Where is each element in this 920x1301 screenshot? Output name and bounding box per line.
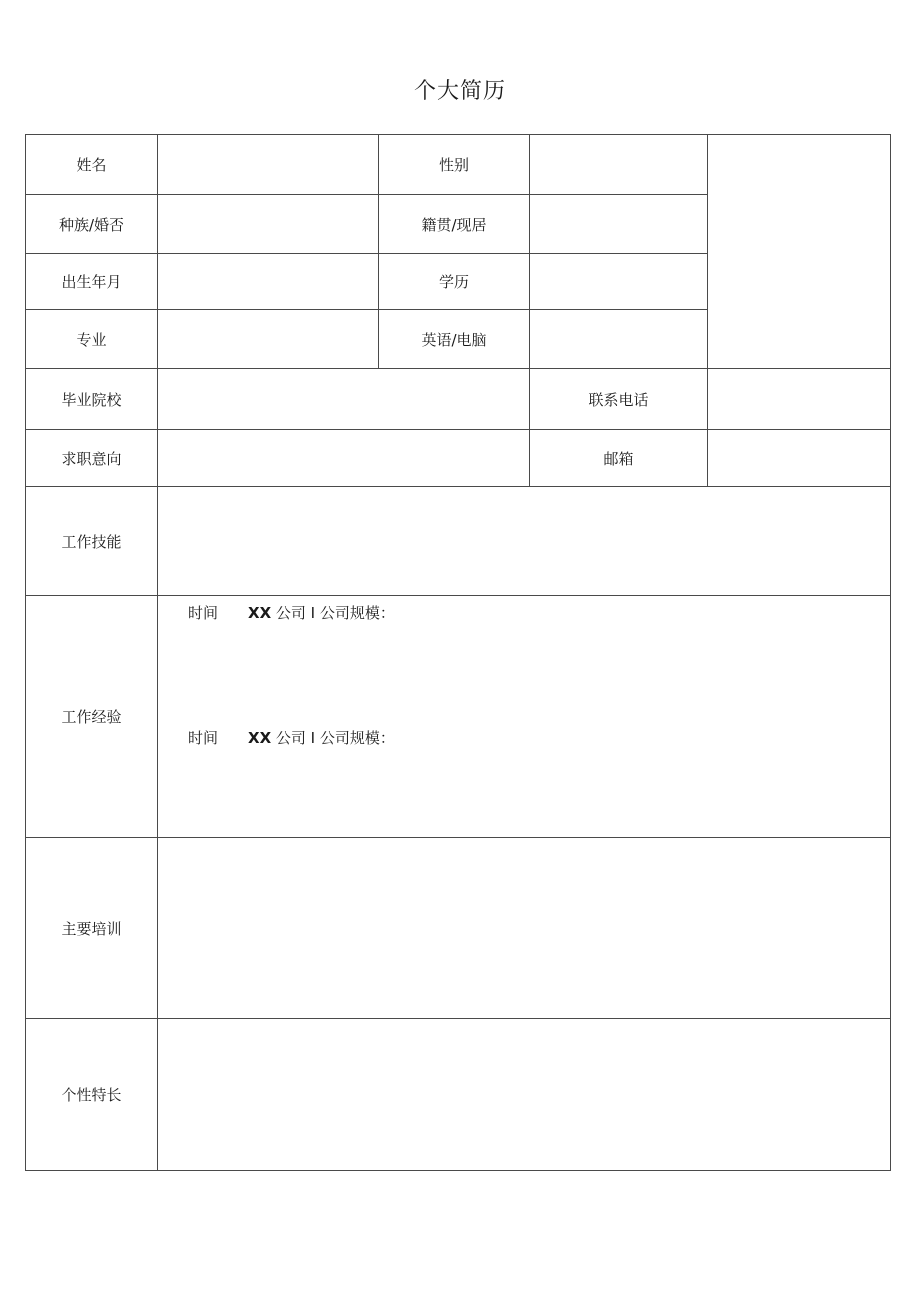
label-origin-residence: 籍贯/现居 bbox=[379, 195, 530, 254]
label-phone: 联系电话 bbox=[530, 369, 708, 430]
label-personality: 个性特长 bbox=[26, 1019, 158, 1171]
label-birth: 出生年月 bbox=[26, 254, 158, 310]
label-intent: 求职意向 bbox=[26, 430, 158, 487]
value-origin-residence[interactable] bbox=[530, 195, 708, 254]
experience-time: 时间 bbox=[187, 604, 218, 622]
label-skills: 工作技能 bbox=[26, 487, 158, 596]
value-training[interactable] bbox=[158, 838, 891, 1019]
value-intent[interactable] bbox=[158, 430, 530, 487]
value-major[interactable] bbox=[158, 310, 379, 369]
experience-company-prefix: XX bbox=[248, 729, 272, 747]
photo-box[interactable] bbox=[708, 135, 891, 369]
label-major: 专业 bbox=[26, 310, 158, 369]
value-education[interactable] bbox=[530, 254, 708, 310]
value-name[interactable] bbox=[158, 135, 379, 195]
value-ethnicity-marital[interactable] bbox=[158, 195, 379, 254]
value-english-computer[interactable] bbox=[530, 310, 708, 369]
value-gender[interactable] bbox=[530, 135, 708, 195]
label-training: 主要培训 bbox=[26, 838, 158, 1019]
value-phone[interactable] bbox=[708, 369, 891, 430]
label-school: 毕业院校 bbox=[26, 369, 158, 430]
experience-entry bbox=[158, 602, 395, 623]
value-birth[interactable] bbox=[158, 254, 379, 310]
label-email: 邮箱 bbox=[530, 430, 708, 487]
resume-table bbox=[25, 134, 891, 1171]
value-email[interactable] bbox=[708, 430, 891, 487]
value-school[interactable] bbox=[158, 369, 530, 430]
value-personality[interactable] bbox=[158, 1019, 891, 1171]
label-english-computer: 英语/电脑 bbox=[379, 310, 530, 369]
page-title: 个大简历 bbox=[413, 79, 506, 104]
label-name: 姓名 bbox=[26, 135, 158, 195]
experience-company-info: 公司 I 公司规模： bbox=[271, 604, 395, 622]
label-ethnicity-marital: 种族/婚否 bbox=[26, 195, 158, 254]
label-education: 学历 bbox=[379, 254, 530, 310]
experience-company-prefix: XX bbox=[248, 604, 272, 622]
label-gender: 性别 bbox=[379, 135, 530, 195]
value-skills[interactable] bbox=[158, 487, 891, 596]
experience-entry bbox=[158, 727, 395, 748]
experience-time: 时间 bbox=[187, 729, 218, 747]
experience-company-info: 公司 I 公司规模： bbox=[271, 729, 395, 747]
label-experience: 工作经验 bbox=[26, 596, 158, 838]
value-experience[interactable] bbox=[158, 596, 891, 838]
